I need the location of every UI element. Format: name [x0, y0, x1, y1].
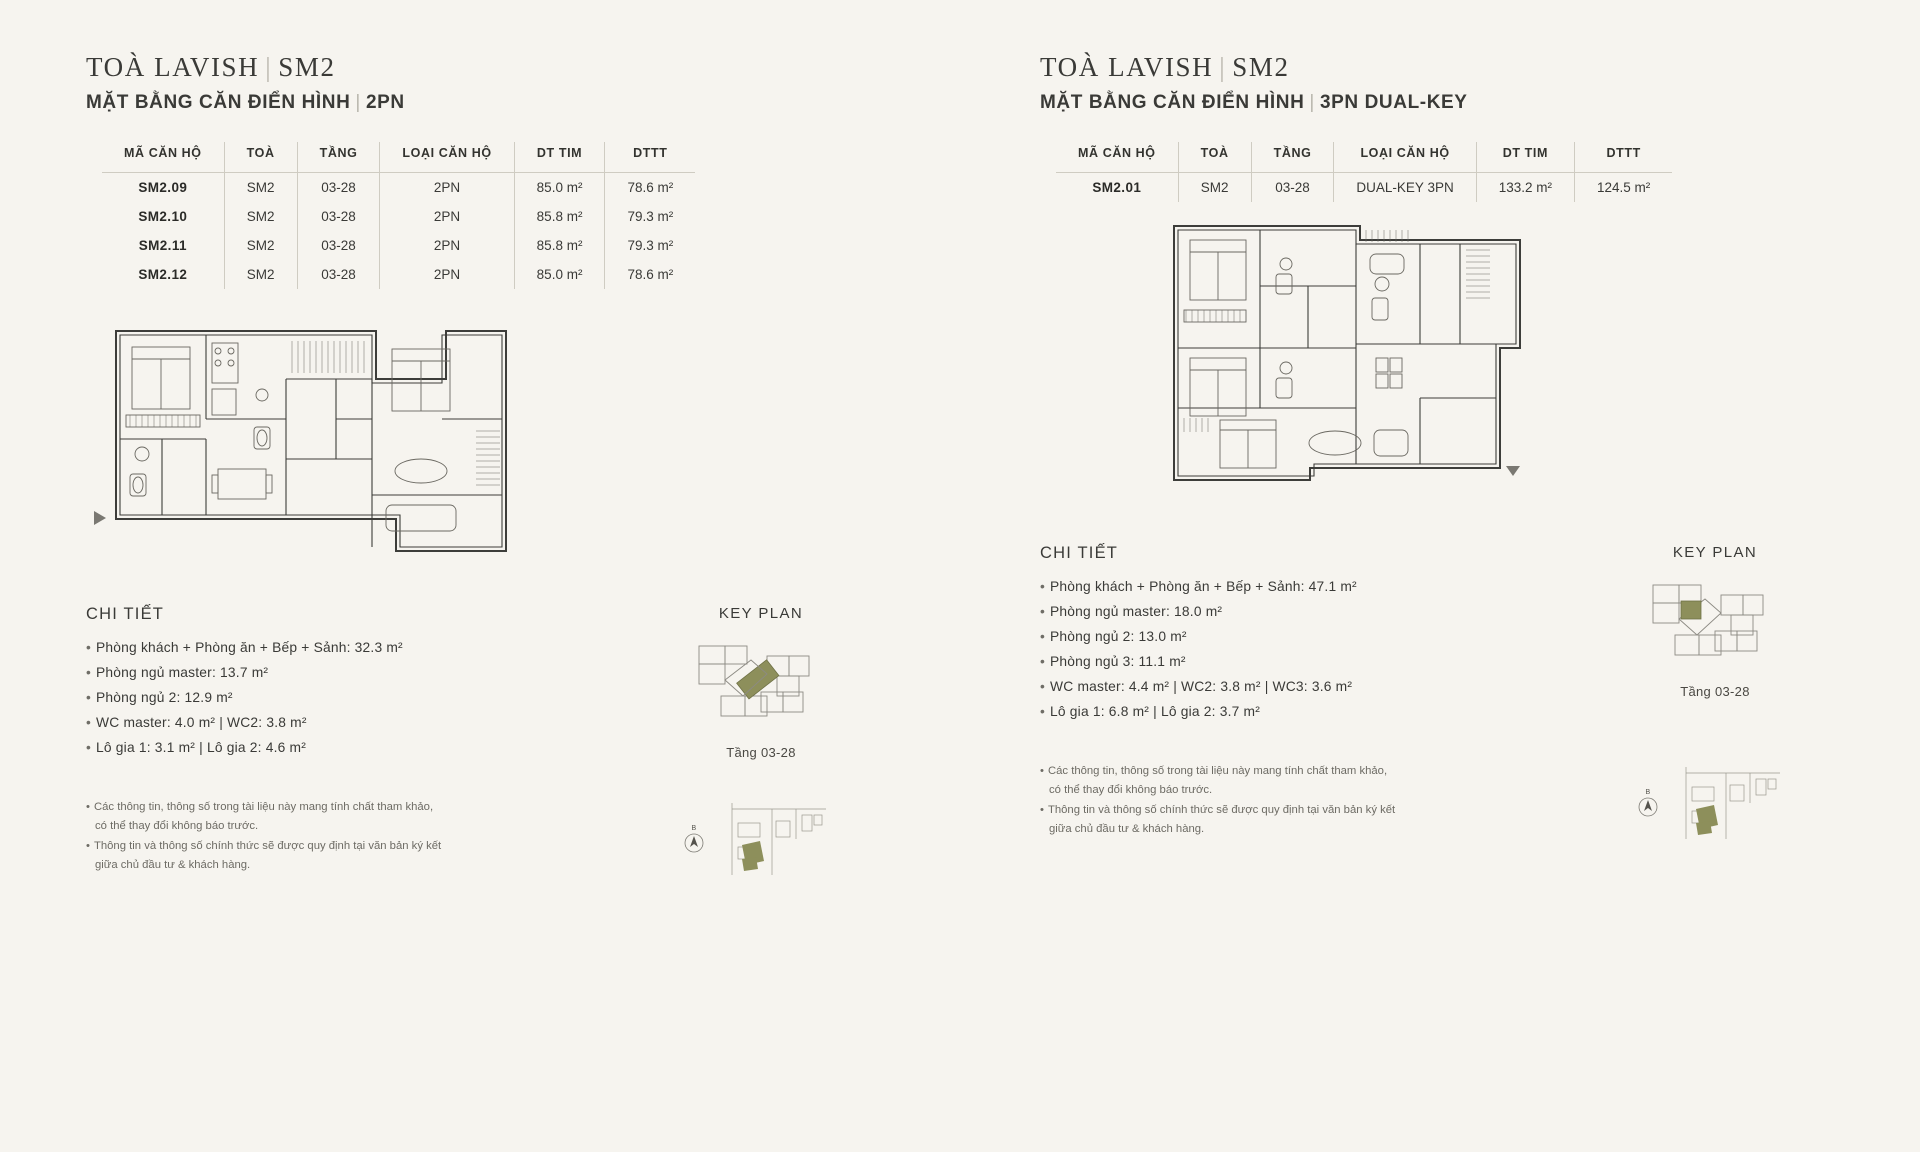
panel-title-text: TOÀ LAVISH	[1040, 52, 1214, 82]
cell-tower: SM2	[224, 173, 297, 203]
keyplan-heading: KEY PLAN	[1672, 544, 1758, 561]
compass-icon	[1639, 789, 1657, 816]
col-header-code: MÃ CĂN HỘ	[102, 142, 224, 173]
keyplan-highlight	[1681, 601, 1701, 619]
detail-text: WC master: 4.0 m² | WC2: 3.8 m²	[96, 715, 307, 730]
keyplan-heading: KEY PLAN	[718, 605, 804, 622]
cell-floor: 03-28	[297, 173, 380, 203]
cell-type: 2PN	[380, 173, 514, 203]
sitemap-diagram	[1630, 763, 1800, 843]
detail-item	[86, 740, 646, 755]
keyplan-2pn	[646, 605, 876, 765]
cell-type: 2PN	[380, 202, 514, 231]
cell-dttt: 79.3 m²	[627, 209, 674, 224]
subtitle-separator: |	[355, 92, 361, 113]
details-section-2pn	[86, 605, 896, 765]
entry-arrow-icon	[1506, 466, 1520, 476]
sitemap-2pn	[646, 799, 876, 879]
footnotes-3pn	[1040, 763, 1856, 843]
details-heading: CHI TIẾT	[86, 605, 165, 623]
col-header-tower: TOÀ	[224, 142, 297, 173]
details-section-3pn	[1040, 544, 1856, 729]
footnotes-2pn	[86, 799, 896, 879]
panel-subtitle-text: MẶT BẰNG CĂN ĐIỂN HÌNH	[86, 92, 351, 113]
footnote-line	[86, 857, 646, 873]
bullet-icon: •	[86, 640, 92, 655]
floorplan-3pn	[1040, 218, 1856, 518]
footnote-text: giữa chủ đầu tư & khách hàng.	[95, 859, 251, 872]
keyplan-3pn	[1600, 544, 1830, 729]
detail-item	[1040, 579, 1600, 594]
footnote-line	[1040, 802, 1600, 818]
footnote-line	[86, 799, 646, 815]
footnote-text: Các thông tin, thông số trong tài liệu này mang tính chất tham khảo,	[93, 801, 434, 813]
cell-tower: SM2	[224, 231, 297, 260]
detail-text: WC master: 4.4 m² | WC2: 3.8 m² | WC3: 3.6 m²	[1050, 679, 1353, 694]
footnote-line	[86, 838, 646, 854]
detail-text: Lô gia 1: 3.1 m² | Lô gia 2: 4.6 m²	[96, 740, 307, 755]
cell-floor: 03-28	[297, 202, 380, 231]
detail-item	[1040, 604, 1600, 619]
col-header-type: LOẠI CĂN HỘ	[380, 142, 514, 173]
bullet-icon: •	[1040, 654, 1046, 669]
panel-subtitle	[1040, 92, 1856, 114]
floorplan-2pn	[86, 319, 896, 579]
detail-item	[86, 640, 646, 655]
footnote-line	[86, 818, 646, 834]
col-header-type: LOẠI CĂN HỘ	[1334, 142, 1476, 173]
cell-code: SM2.09	[102, 173, 224, 203]
detail-text: Phòng ngủ master: 13.7 m²	[96, 665, 269, 680]
table-row	[102, 231, 695, 260]
col-header-dttim: DT TIM	[1476, 142, 1574, 173]
bullet-icon: •	[86, 690, 92, 705]
panel-subtitle-text: MẶT BẰNG CĂN ĐIỂN HÌNH	[1040, 92, 1305, 113]
bullet-icon: •	[86, 839, 90, 852]
details-heading: CHI TIẾT	[1040, 544, 1119, 562]
cell-floor: 03-28	[297, 260, 380, 289]
cell-tower: SM2	[224, 202, 297, 231]
bullet-icon: •	[1040, 803, 1044, 816]
panel-title-code: SM2	[1232, 52, 1290, 82]
compass-icon	[685, 825, 703, 852]
col-header-dttt: DTTT	[1575, 142, 1673, 173]
bullet-icon: •	[1040, 704, 1046, 719]
bullet-icon: •	[1040, 765, 1044, 777]
table-header-row	[102, 142, 695, 173]
detail-text: Phòng ngủ master: 18.0 m²	[1050, 604, 1223, 619]
cell-code: SM2.11	[102, 231, 224, 260]
table-row	[1056, 173, 1672, 203]
panel-subtitle	[86, 92, 896, 114]
footnote-text: giữa chủ đầu tư & khách hàng.	[1049, 823, 1205, 836]
cell-tower: SM2	[1178, 173, 1251, 203]
footnote-text: Thông tin và thông số chính thức sẽ được quy định tại văn bản ký kết	[1047, 803, 1396, 816]
footnote-text-block	[1040, 763, 1600, 843]
compass-north-label: B	[1645, 789, 1651, 796]
footnote-line	[1040, 763, 1600, 779]
bullet-icon: •	[1040, 604, 1046, 619]
keyplan-diagram	[681, 634, 841, 734]
cell-dttim: 85.0 m²	[514, 173, 605, 203]
details-list-3pn	[1040, 544, 1600, 729]
subtitle-separator: |	[1309, 92, 1315, 113]
detail-item	[1040, 679, 1600, 694]
table-header-row	[1056, 142, 1672, 173]
table-row	[102, 173, 695, 203]
sitemap-diagram	[676, 799, 846, 879]
cell-dttim: 85.0 m²	[514, 260, 605, 289]
detail-item	[1040, 704, 1600, 719]
footnote-text: có thể thay đổi không báo trước.	[95, 820, 259, 833]
cell-dttt: 78.6 m²	[627, 267, 674, 282]
bullet-icon: •	[86, 665, 92, 680]
detail-text: Phòng khách + Phòng ăn + Bếp + Sảnh: 32.3 m²	[96, 640, 403, 655]
cell-type: 2PN	[380, 231, 514, 260]
cell-dttt: 79.3 m²	[627, 238, 674, 253]
detail-item	[1040, 629, 1600, 644]
cell-type: 2PN	[380, 260, 514, 289]
footnote-line	[1040, 782, 1600, 798]
cell-code: SM2.01	[1056, 173, 1178, 203]
detail-text: Phòng ngủ 2: 12.9 m²	[96, 690, 233, 705]
detail-item	[1040, 654, 1600, 669]
cell-dttt: 78.6 m²	[627, 180, 674, 195]
sitemap-highlight	[1696, 805, 1718, 835]
bullet-icon: •	[86, 715, 92, 730]
sitemap-3pn	[1600, 763, 1830, 843]
sitemap-highlight	[742, 841, 764, 871]
title-separator: |	[265, 52, 273, 82]
detail-text: Phòng ngủ 2: 13.0 m²	[1050, 629, 1187, 644]
footnote-text: Các thông tin, thông số trong tài liệu này mang tính chất tham khảo,	[1047, 765, 1388, 777]
detail-text: Phòng ngủ 3: 11.1 m²	[1050, 654, 1186, 669]
detail-item	[86, 690, 646, 705]
col-header-code: MÃ CĂN HỘ	[1056, 142, 1178, 173]
footnote-text: có thể thay đổi không báo trước.	[1049, 784, 1213, 797]
bullet-icon: •	[86, 740, 92, 755]
panel-3pn-dualkey	[960, 0, 1920, 1152]
panel-subtitle-code: 2PN	[365, 92, 405, 113]
cell-dttim: 85.8 m²	[514, 231, 605, 260]
keyplan-caption: Tầng 03-28	[726, 745, 796, 760]
detail-item	[86, 665, 646, 680]
detail-text: Phòng khách + Phòng ăn + Bếp + Sảnh: 47.1 m²	[1050, 579, 1357, 594]
footnote-text: Thông tin và thông số chính thức sẽ được quy định tại văn bản ký kết	[93, 839, 442, 852]
bullet-icon: •	[1040, 579, 1046, 594]
cell-dttt: 124.5 m²	[1597, 180, 1651, 195]
col-header-floor: TẦNG	[1251, 142, 1334, 173]
cell-tower: SM2	[224, 260, 297, 289]
table-row	[102, 202, 695, 231]
bullet-icon: •	[1040, 679, 1046, 694]
cell-code: SM2.10	[102, 202, 224, 231]
cell-floor: 03-28	[297, 231, 380, 260]
entry-arrow-icon	[94, 511, 106, 525]
panel-title	[1040, 52, 1856, 83]
bullet-icon: •	[86, 801, 90, 813]
compass-north-label: B	[691, 825, 697, 832]
bullet-icon: •	[1040, 629, 1046, 644]
keyplan-diagram	[1635, 573, 1795, 673]
unit-table-2pn	[102, 142, 695, 289]
cell-type: DUAL-KEY 3PN	[1334, 173, 1476, 203]
col-header-floor: TẦNG	[297, 142, 380, 173]
cell-dttim: 133.2 m²	[1476, 173, 1574, 203]
detail-item	[86, 715, 646, 730]
unit-table-3pn	[1056, 142, 1672, 202]
panel-subtitle-code: 3PN DUAL-KEY	[1319, 92, 1468, 113]
panel-title-code: SM2	[278, 52, 336, 82]
keyplan-caption: Tầng 03-28	[1680, 684, 1750, 699]
cell-floor: 03-28	[1251, 173, 1334, 203]
col-header-dttt: DTTT	[605, 142, 695, 173]
details-list-2pn	[86, 605, 646, 765]
footnote-line	[1040, 821, 1600, 837]
cell-dttim: 85.8 m²	[514, 202, 605, 231]
title-separator: |	[1219, 52, 1227, 82]
panel-title	[86, 52, 896, 83]
floorplan-2pn-drawing	[86, 319, 546, 579]
footnote-text-block	[86, 799, 646, 879]
panel-title-text: TOÀ LAVISH	[86, 52, 260, 82]
floorplan-3pn-drawing	[1160, 218, 1560, 518]
col-header-tower: TOÀ	[1178, 142, 1251, 173]
cell-code: SM2.12	[102, 260, 224, 289]
col-header-dttim: DT TIM	[514, 142, 605, 173]
detail-text: Lô gia 1: 6.8 m² | Lô gia 2: 3.7 m²	[1050, 704, 1261, 719]
table-row	[102, 260, 695, 289]
